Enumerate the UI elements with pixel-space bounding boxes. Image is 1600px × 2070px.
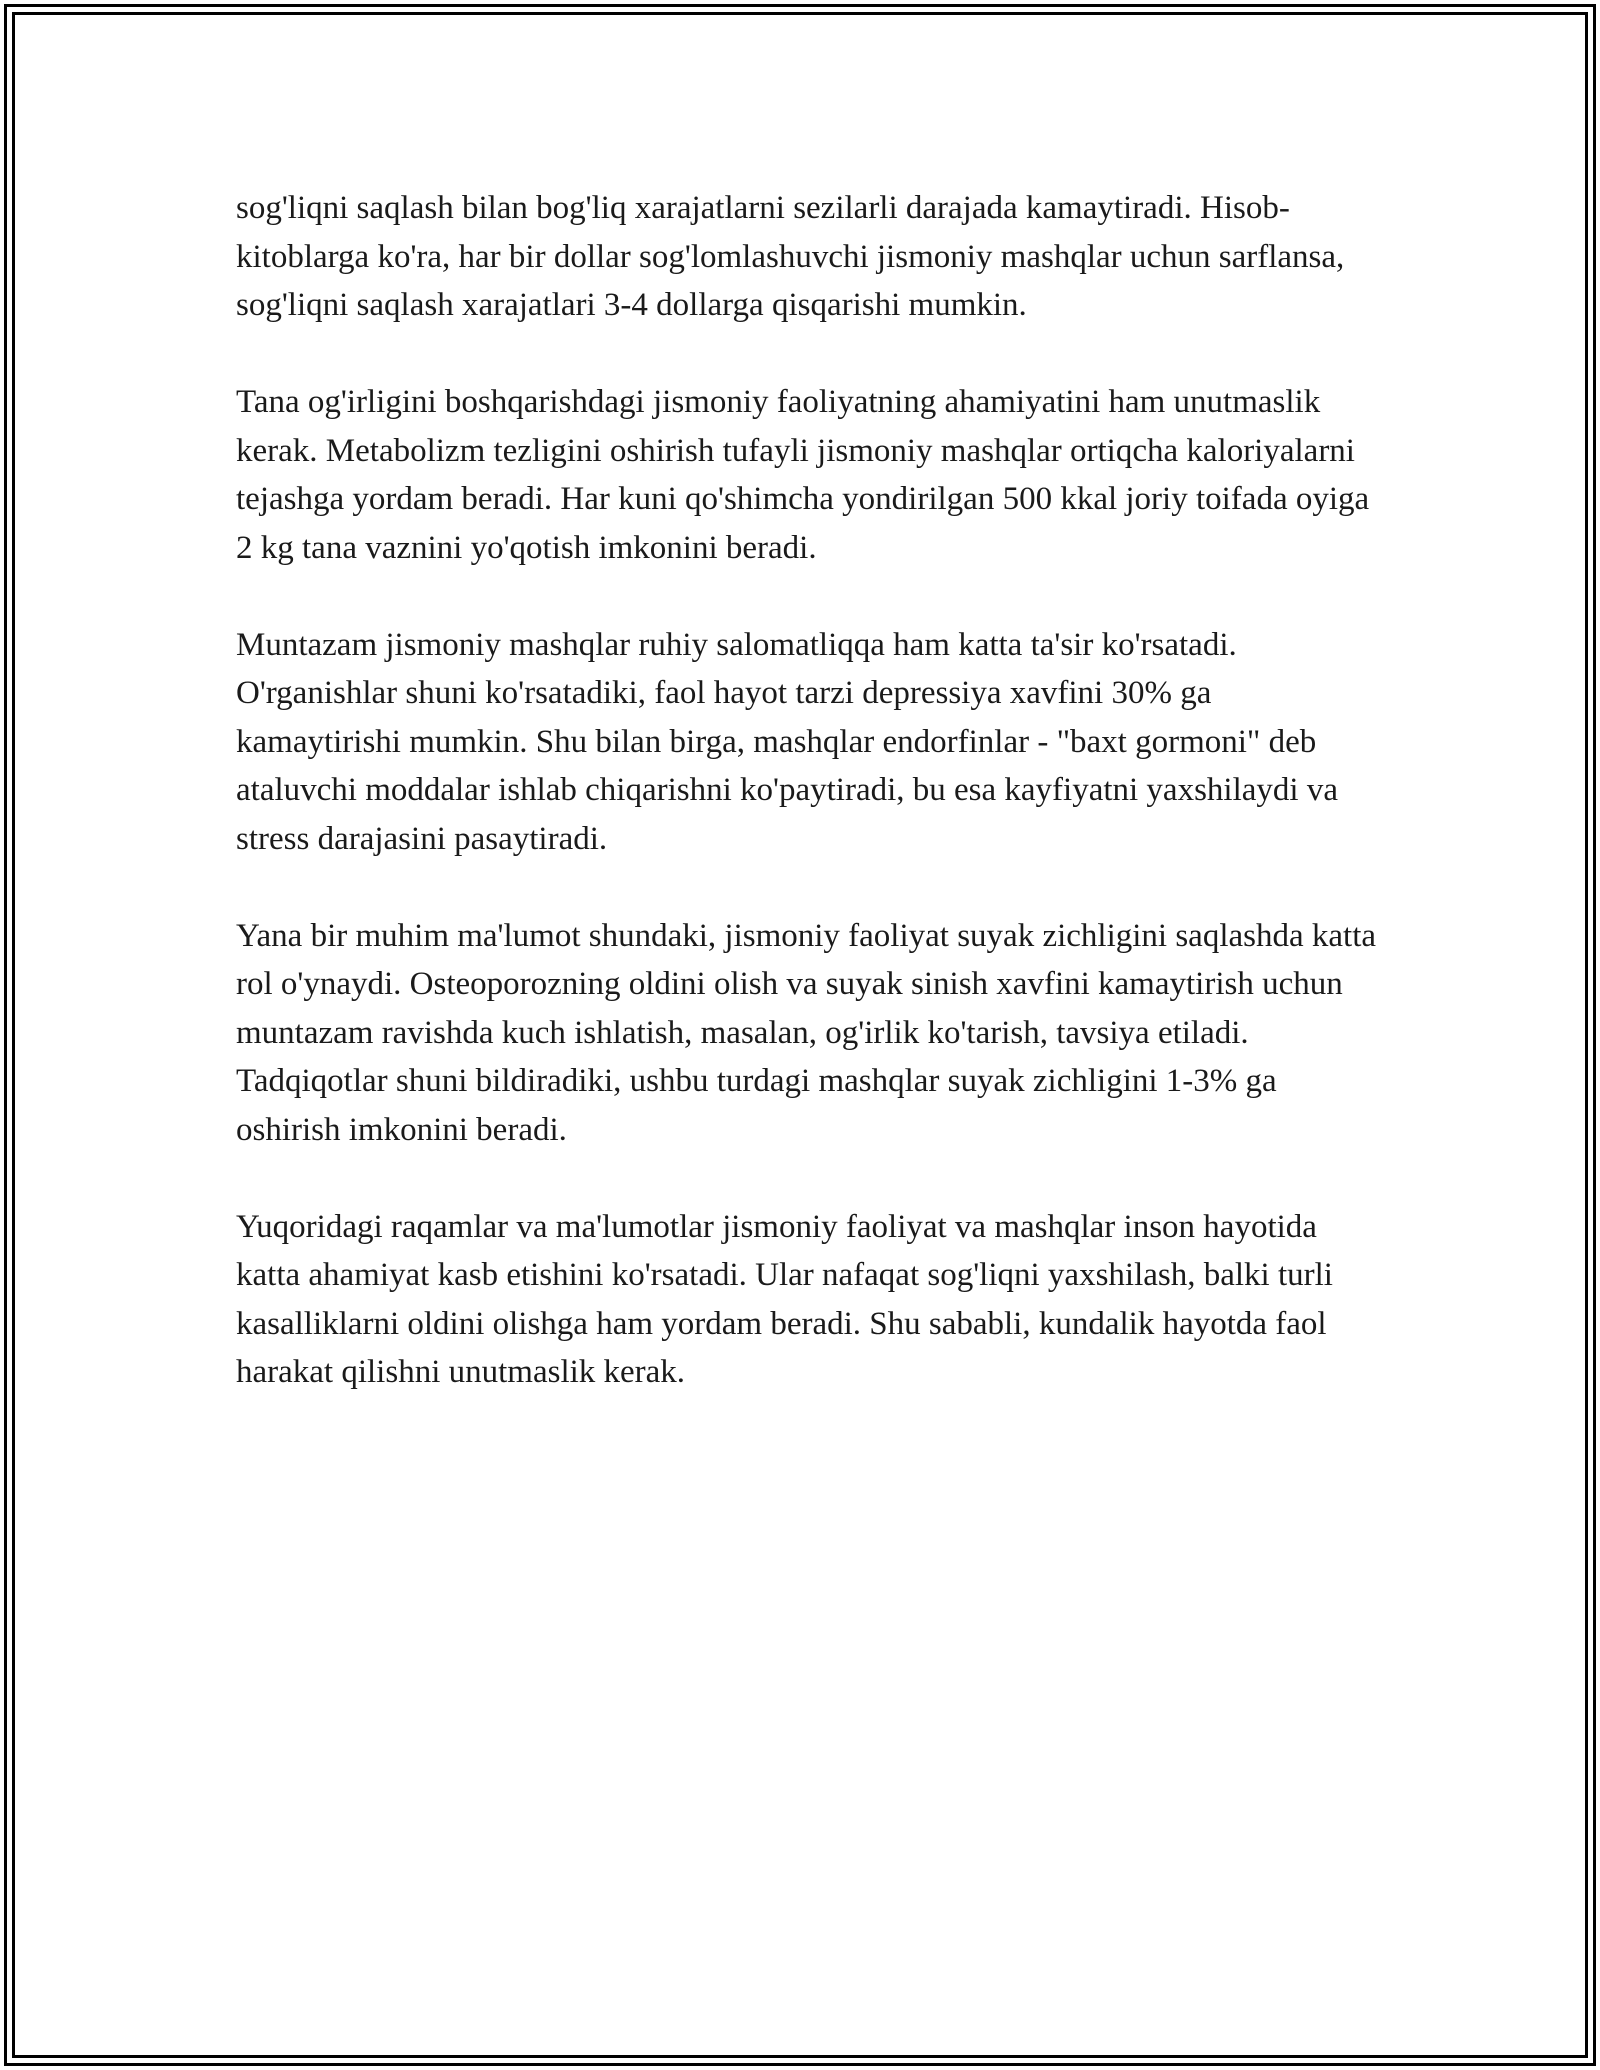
document-body: [236, 184, 1376, 1445]
paragraph-conclusion: Yuqoridagi raqamlar va ma'lumotlar jismoniy faoliyat va mashqlar inson hayotida katta ahamiyat kasb etishini ko'rsatadi. Ular nafaqat sog'liqni yaxshilash, balki turli kasalliklarni oldini olishga ham yordam beradi. Shu sababli, kundalik hayotda faol harakat qilishni unutmaslik kerak.: [236, 1208, 1333, 1390]
paragraph-healthcare-costs: sog'liqni saqlash bilan bog'liq xarajatlarni sezilarli darajada kamaytiradi. Hisob-kitoblarga ko'ra, har bir dollar sog'lomlashuvchi jismoniy mashqlar uchun sarflansa, sog'liqni saqlash xarajatlari 3-4 dollarga qisqarishi mumkin.: [236, 190, 1345, 323]
paragraph-bone-density: Yana bir muhim ma'lumot shundaki, jismoniy faoliyat suyak zichligini saqlashda katta rol o'ynaydi. Osteoporozning oldini olish va suyak sinish xavfini kamaytirish uchun muntazam ravishda kuch ishlatish, masalan, og'irlik ko'tarish, tavsiya etiladi. Tadqiqotlar shuni bildiradiki, ushbu turdagi mashqlar suyak zichligini 1-3% ga oshirish imkonini beradi.: [236, 917, 1377, 1148]
paragraph-mental-health: Muntazam jismoniy mashqlar ruhiy salomatliqqa ham katta ta'sir ko'rsatadi. O'rganishlar shuni ko'rsatadiki, faol hayot tarzi depressiya xavfini 30% ga kamaytirishi mumkin. Shu bilan birga, mashqlar endorfinlar - "baxt gormoni" deb ataluvchi moddalar ishlab chiqarishni ko'paytiradi, bu esa kayfiyatni yaxshilaydi va stress darajasini pasaytiradi.: [236, 626, 1338, 857]
paragraph-weight-management: Tana og'irligini boshqarishdagi jismoniy faoliyatning ahamiyatini ham unutmaslik kerak. Metabolizm tezligini oshirish tufayli jismoniy mashqlar ortiqcha kaloriyalarni tejashga yordam beradi. Har kuni qo'shimcha yondirilgan 500 kkal joriy toifada oyiga 2 kg tana vaznini yo'qotish imkonini beradi.: [236, 384, 1370, 566]
